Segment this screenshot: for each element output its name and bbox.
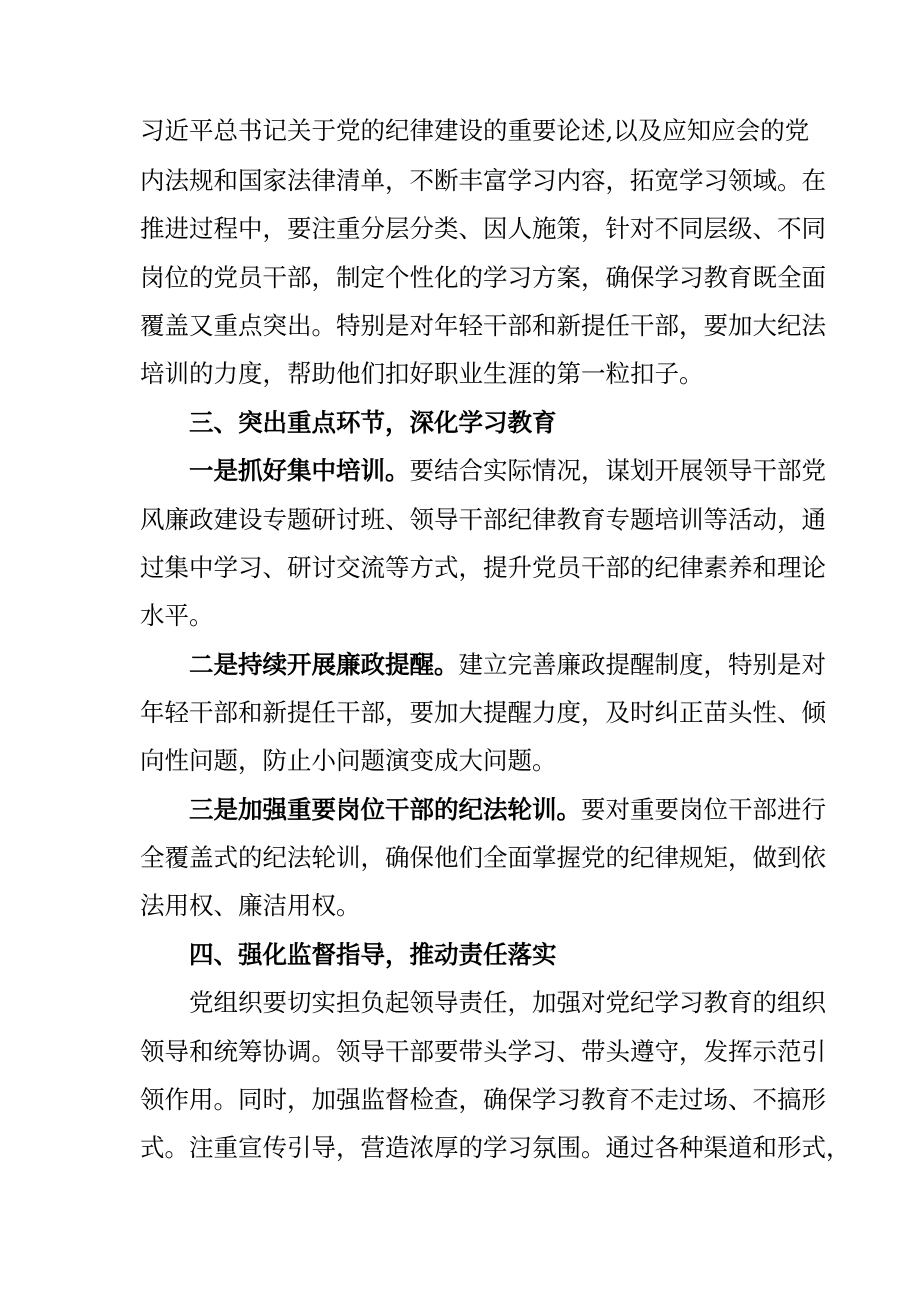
paragraph-line: 全覆盖式的纪法轮训，确保他们全面掌握党的纪律规矩，做到依 — [140, 843, 826, 872]
paragraph-line: 岗位的党员干部，制定个性化的学习方案，确保学习教育既全面 — [140, 263, 826, 292]
paragraph-line: 培训的力度，帮助他们扣好职业生涯的第一粒扣子。 — [140, 359, 704, 388]
paragraph-line: 推进过程中，要注重分层分类、因人施策，针对不同层级、不同 — [140, 214, 826, 243]
paragraph-line: 内法规和国家法律清单，不断丰富学习内容，拓宽学习领域。在 — [140, 166, 826, 195]
section-heading: 三、突出重点环节，深化学习教育 — [189, 408, 557, 437]
paragraph-line: 法用权、廉洁用权。 — [140, 891, 361, 920]
paragraph-text: 要对重要岗位干部进行 — [581, 795, 826, 824]
paragraph-lead: 三是加强重要岗位干部的纪法轮训。 — [189, 795, 581, 824]
paragraph-lead: 一是抓好集中培训。 — [189, 456, 410, 485]
paragraph-line: 领导和统筹协调。领导干部要带头学习、带头遵守，发挥示范引 — [140, 1037, 826, 1066]
paragraph-line: 年轻干部和新提任干部，要加大提醒力度，及时纠正苗头性、倾 — [140, 698, 826, 727]
paragraph-line: 向性问题，防止小问题演变成大问题。 — [140, 746, 557, 775]
paragraph-line: 覆盖又重点突出。特别是对年轻干部和新提任干部，要加大纪法 — [140, 311, 826, 340]
section-heading: 四、强化监督指导，推动责任落实 — [189, 940, 557, 969]
paragraph-line: 风廉政建设专题研讨班、领导干部纪律教育专题培训等活动，通 — [140, 505, 826, 534]
paragraph-text: 建立完善廉政提醒制度，特别是对 — [458, 650, 826, 679]
paragraph-first-line — [189, 456, 826, 486]
paragraph-first-line: 党组织要切实担负起领导责任，加强对党纪学习教育的组织 — [189, 988, 826, 1017]
paragraph-line: 式。注重宣传引导，营造浓厚的学习氛围。通过各种渠道和形式， — [140, 1133, 851, 1162]
paragraph-line: 领作用。同时，加强监督检查，确保学习教育不走过场、不搞形 — [140, 1085, 826, 1114]
paragraph-line: 过集中学习、研讨交流等方式，提升党员干部的纪律素养和理论 — [140, 553, 826, 582]
paragraph-first-line — [189, 650, 826, 680]
paragraph-first-line — [189, 795, 826, 825]
paragraph-lead: 二是持续开展廉政提醒。 — [189, 650, 459, 679]
paragraph-text: 要结合实际情况，谋划开展领导干部党 — [409, 456, 826, 485]
paragraph-line: 习近平总书记关于党的纪律建设的重要论述,以及应知应会的党 — [140, 116, 810, 145]
paragraph-line: 水平。 — [140, 601, 214, 630]
